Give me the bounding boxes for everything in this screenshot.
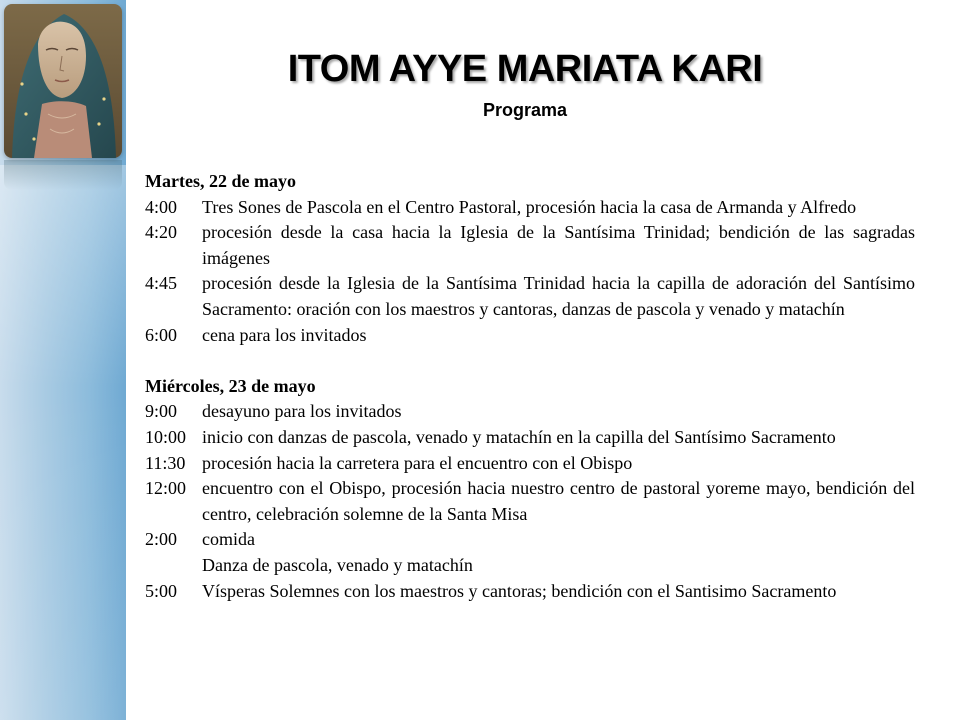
- event-description: Tres Sones de Pascola en el Centro Pastoral, procesión hacia la casa de Armanda y Alfredo: [202, 196, 857, 217]
- event-description: comida: [202, 529, 255, 550]
- event-description: desayuno para los invitados: [202, 401, 402, 422]
- schedule-item: [145, 195, 915, 221]
- day-title: Miércoles, 23 de mayo: [145, 375, 316, 396]
- schedule-item: [145, 476, 915, 527]
- day-section: [145, 169, 915, 348]
- page-subtitle: Programa: [482, 100, 568, 120]
- event-time: 11:30: [145, 452, 186, 473]
- schedule-item: [145, 553, 915, 579]
- day-title: Martes, 22 de mayo: [145, 171, 296, 191]
- schedule-item: [145, 399, 915, 425]
- schedule-item: [145, 579, 915, 605]
- event-time: 4:45: [145, 273, 178, 294]
- schedule-item: [145, 425, 915, 451]
- event-description: encuentro con el Obispo, procesión hacia nuestro centro de pastoral yoreme mayo, bendición del centro, celebración solemne de la Santa Misa: [202, 478, 915, 524]
- day-section: [145, 374, 915, 604]
- event-description: Vísperas Solemnes con los maestros y cantoras; bendición con el Santisimo Sacramento: [202, 580, 837, 601]
- schedule-item: [145, 527, 915, 553]
- section-gap: [145, 348, 915, 374]
- schedule-item: [145, 220, 915, 271]
- portrait-reflection: [4, 160, 122, 190]
- event-time: 2:00: [145, 529, 178, 550]
- schedule-item: [145, 271, 915, 322]
- page-title: ITOM AYYE MARIATA KARI: [287, 48, 763, 90]
- event-description: procesión hacia la carretera para el encuentro con el Obispo: [202, 452, 633, 473]
- event-time: 5:00: [145, 580, 178, 601]
- event-time: 12:00: [145, 478, 187, 499]
- event-description: procesión desde la Iglesia de la Santísima Trinidad hacia la capilla de adoración del Santísimo Sacramento: oración con los maestros y cantoras, danzas de pascola y venado y matachín: [202, 273, 915, 319]
- event-time: 4:00: [145, 196, 178, 217]
- event-time: 9:00: [145, 401, 178, 422]
- schedule-item: [145, 451, 915, 477]
- event-time: [145, 553, 202, 579]
- program-schedule: [145, 169, 915, 604]
- event-description: cena para los invitados: [202, 324, 367, 345]
- event-time: 4:20: [145, 222, 178, 243]
- event-description: Danza de pascola, venado y matachín: [202, 554, 473, 575]
- event-description: procesión desde la casa hacia la Iglesia de la Santísima Trinidad; bendición de las sagradas imágenes: [202, 222, 915, 268]
- virgin-portrait-image: [4, 4, 122, 158]
- event-description: inicio con danzas de pascola, venado y matachín en la capilla del Santísimo Sacramento: [202, 426, 836, 447]
- schedule-item: [145, 323, 915, 349]
- event-time: 10:00: [145, 426, 187, 447]
- event-time: 6:00: [145, 324, 178, 345]
